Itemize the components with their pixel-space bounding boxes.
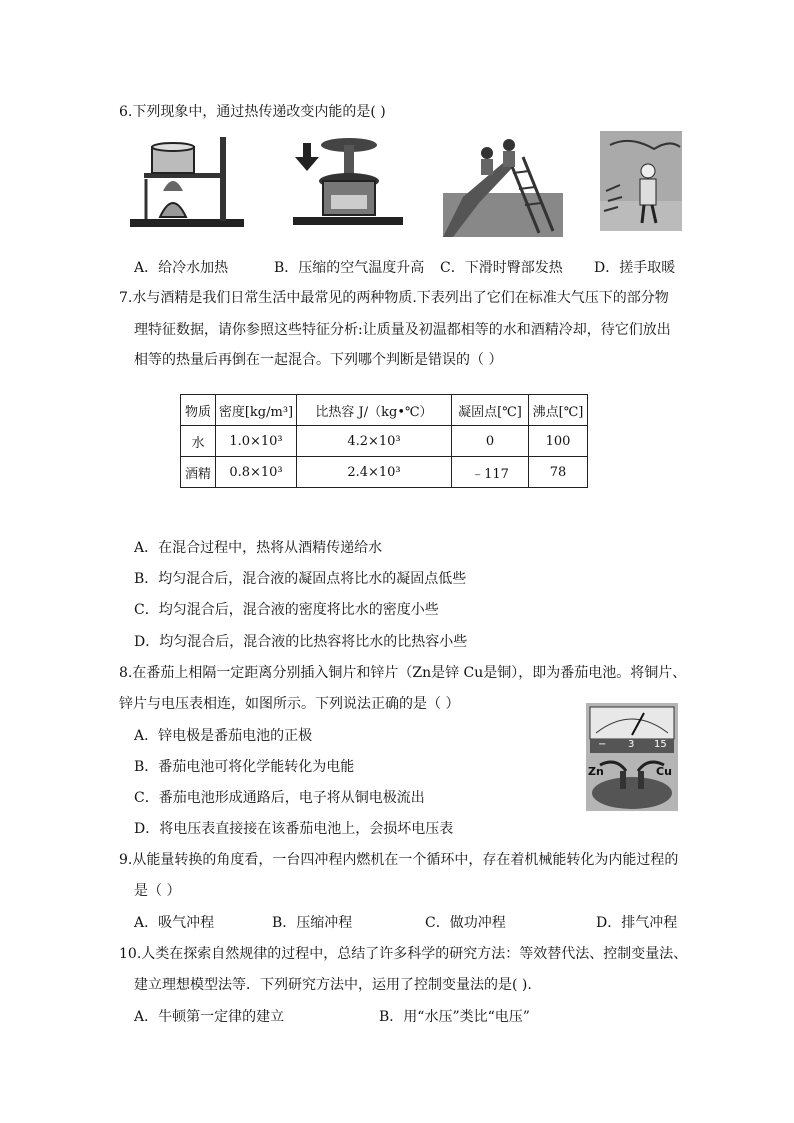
table-header-row [181, 395, 588, 426]
table-cell: 78 [529, 457, 588, 488]
table-cell: 4.2×10³ [297, 426, 452, 457]
q8-option-d: D．将电压表直接接在该番茄电池上，会损坏电压表 [134, 821, 454, 837]
q10-option-b: B．用“水压”类比“电压” [379, 1009, 530, 1025]
q10-option-a: A．牛顿第一定律的建立 [134, 1009, 285, 1025]
q7-option-a: A．在混合过程中，热将从酒精传递给水 [134, 540, 383, 556]
rubbing-hands-figure [600, 131, 682, 231]
q7-option-c: C．均匀混合后，混合液的密度将比水的密度小些 [134, 602, 439, 618]
q8-stem-line-1: 8.在番茄上相隔一定距离分别插入铜片和锌片（Zn是锌 Cu是铜），即为番茄电池。将铜片、 [119, 665, 687, 681]
q9-option-d: D．排气冲程 [596, 915, 678, 931]
q6-option-c: C．下滑时臀部发热 [440, 260, 563, 276]
table-cell: ﹣117 [452, 457, 529, 488]
table-cell: 1.0×10³ [216, 426, 297, 457]
header-specific-heat: 比热容 J/（kg•℃） [297, 395, 452, 426]
voltmeter-minus-label: − [598, 739, 607, 750]
voltmeter-3-label: 3 [628, 739, 635, 750]
header-density: 密度[kg/m³] [216, 395, 297, 426]
header-freezing-point: 凝固点[℃] [452, 395, 529, 426]
table-cell: 2.4×10³ [297, 457, 452, 488]
slide-figure [443, 133, 563, 237]
q9-option-c: C．做功冲程 [425, 915, 506, 931]
table-cell: 酒精 [181, 457, 216, 488]
q6-option-b: B．压缩的空气温度升高 [274, 260, 425, 276]
q7-stem-line-2: 理特征数据，请你参照这些特征分析:让质量及初温都相等的水和酒精冷却，待它们放出 [134, 322, 671, 338]
q7-stem-line-3: 相等的热量后再倒在一起混合。下列哪个判断是错误的（ ） [134, 352, 503, 368]
q9-stem-line-1: 9.从能量转换的角度看，一台四冲程内燃机在一个循环中，存在着机械能转化为内能过程的 [119, 852, 679, 868]
heating-water-figure [128, 133, 246, 229]
tomato-battery-figure [586, 703, 678, 811]
header-substance: 物质 [181, 395, 216, 426]
table-cell: 0.8×10³ [216, 457, 297, 488]
voltmeter-15-label: 15 [654, 739, 667, 750]
table-row [181, 426, 588, 457]
q8-option-a: A．锌电极是番茄电池的正极 [134, 728, 313, 744]
q8-option-c: C．番茄电池形成通路后，电子将从铜电极流出 [134, 790, 425, 806]
q6-option-a: A．给冷水加热 [134, 260, 229, 276]
q6-stem: 6.下列现象中，通过热传递改变内能的是( ) [119, 104, 386, 120]
properties-table [180, 394, 588, 488]
q9-option-b: B．压缩冲程 [272, 915, 353, 931]
table-cell: 100 [529, 426, 588, 457]
q10-stem-line-2: 建立理想模型法等．下列研究方法中，运用了控制变量法的是( ). [134, 977, 532, 993]
q10-stem-line-1: 10.人类在探索自然规律的过程中，总结了许多科学的研究方法：等效替代法、控制变量法、 [119, 946, 688, 962]
table-cell: 0 [452, 426, 529, 457]
q8-option-b: B．番茄电池可将化学能转化为电能 [134, 759, 355, 775]
header-boiling-point: 沸点[℃] [529, 395, 588, 426]
table-cell: 水 [181, 426, 216, 457]
voltmeter-tomato-drawing [586, 703, 678, 811]
table-row [181, 457, 588, 488]
copper-label: Cu [656, 765, 672, 778]
compressed-air-figure [287, 133, 407, 229]
q8-stem-line-2: 锌片与电压表相连，如图所示。下列说法正确的是（ ） [119, 696, 460, 712]
q7-stem-line-1: 7.水与酒精是我们日常生活中最常见的两种物质.下表列出了它们在标准大气压下的部分物 [119, 290, 669, 306]
q9-stem-line-2: 是（ ） [134, 883, 181, 899]
zinc-label: Zn [588, 765, 604, 778]
q7-option-b: B．均匀混合后，混合液的凝固点将比水的凝固点低些 [134, 571, 467, 587]
q7-option-d: D．均匀混合后，混合液的比热容将比水的比热容小些 [134, 634, 468, 650]
q6-option-d: D．搓手取暖 [594, 260, 676, 276]
q9-option-a: A．吸气冲程 [134, 915, 215, 931]
